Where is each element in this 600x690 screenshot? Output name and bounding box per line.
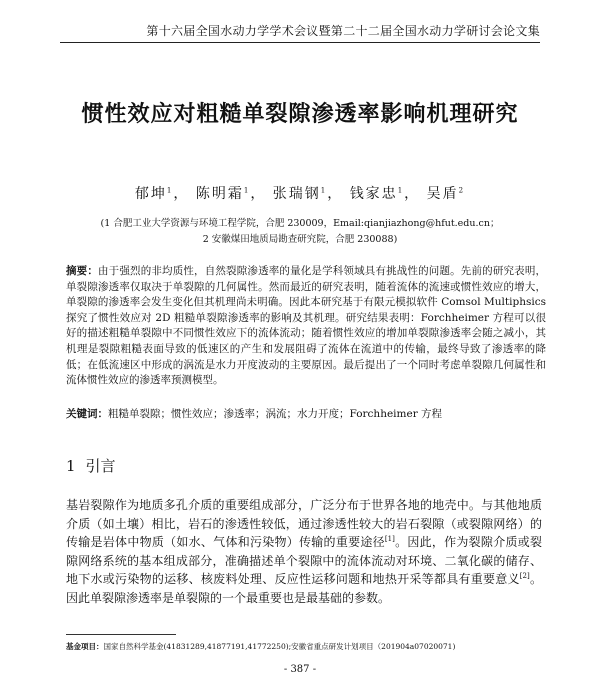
keywords-label: 关键词：	[66, 408, 108, 420]
author-affiliation-mark: 1	[397, 186, 405, 195]
section-title: 引言	[85, 457, 116, 475]
abstract	[66, 264, 546, 389]
abstract-text: 由于强烈的非均质性，自然裂隙渗透率的量化是学科领域具有挑战性的问题。先前的研究表明，单裂隙渗透率仅取决于单裂隙的几何属性。然而最近的研究表明，随着流体的流速或惯性效应的增大，单裂隙的渗透率会发生变化但其机理尚未明确。因此本研究基于有限元模拟软件 Comsol Multiphsics 探究了惯性效应对 2D 粗糙单裂隙渗透率的影响及其机理。研究结果表明：Forchheimer 方程可以很好的描述粗糙单裂隙中不同惯性效应下的流体流动；随着惯性效应的增加单裂隙渗透率会随之减小，其机理是裂隙粗糙表面导致的低速区的产生和发展阻碍了流体在流道中的传输，最终导致了渗透率的降低；在低流速区中形成的涡流是水力开度波动的主要原因。最后提出了一个同时考虑单裂隙几何属性和流体惯性效应的渗透率预测模型。	[66, 265, 547, 387]
footnote-divider	[66, 634, 176, 635]
keywords-text: 粗糙单裂隙；惯性效应；渗透率；涡流；水力开度；Forchheimer 方程	[108, 408, 443, 420]
author-affiliation-mark: 1	[166, 186, 174, 195]
footnote-label: 基金项目：	[66, 642, 104, 651]
running-head: 第十六届全国水动力学学术会议暨第二十二届全国水动力学研讨会论文集	[60, 22, 540, 43]
author-affiliation-mark: 1	[320, 186, 328, 195]
page-number: - 387 -	[283, 664, 317, 675]
footnote	[66, 641, 544, 652]
section-heading	[66, 455, 116, 476]
author-affiliation-mark: 2	[458, 186, 466, 195]
citation: [2]	[519, 572, 530, 581]
citation: [1]	[384, 535, 395, 544]
body-text: 基岩裂隙作为地质多孔介质的重要组成部分，广泛分布于世界各地的地壳中。与其他地质介质（如土壤）相比，岩石的渗透性较低，通过渗透性较大的岩石裂隙（或裂隙网络）的传输是岩体中物质（如水、气体和污染物）传输的重要途径	[66, 498, 542, 550]
affiliations	[40, 216, 560, 248]
keywords	[66, 407, 546, 422]
body-paragraph	[66, 496, 542, 608]
author-affiliation-mark: 1	[243, 186, 251, 195]
body-text: 。因此单裂隙渗透率是单裂隙的一个最重要也是最基础的参数。	[66, 572, 542, 605]
author-name: 钱家忠	[349, 186, 398, 202]
author-name: 郁坤	[134, 186, 167, 202]
paper-title: 惯性效应对粗糙单裂隙渗透率影响机理研究	[81, 102, 519, 127]
section-number: 1	[66, 457, 76, 475]
footnote-text: 国家自然科学基金(41831289,41877191,41772250);安徽省重点研发计划项目（201904a07020071)	[103, 642, 456, 651]
affiliation-line: (1 合肥工业大学资源与环境工程学院，合肥 230009，Email:qianjiazhong@hfut.edu.cn；	[100, 218, 500, 229]
abstract-label: 摘要：	[66, 265, 99, 277]
author-name: 陈明霜	[195, 186, 244, 202]
body-text: 。因此，作为裂隙介质或裂隙网络系统的基本组成部分，准确描述单个裂隙中的流体流动对环境、二氧化碳的储存、地下水或污染物的运移、核废料处理、反应性运移问题和地热开采等都具有重要意义	[66, 535, 542, 587]
author-name: 张瑞钢	[272, 186, 321, 202]
author-list: 郁坤$^1$， 陈明霜$^1$， 张瑞钢$^1$， 钱家忠$^1$， 吴盾$^2$	[134, 186, 466, 202]
author-name: 吴盾	[426, 186, 459, 202]
affiliation-line: 2 安徽煤田地质局勘查研究院，合肥 230088)	[202, 234, 398, 245]
